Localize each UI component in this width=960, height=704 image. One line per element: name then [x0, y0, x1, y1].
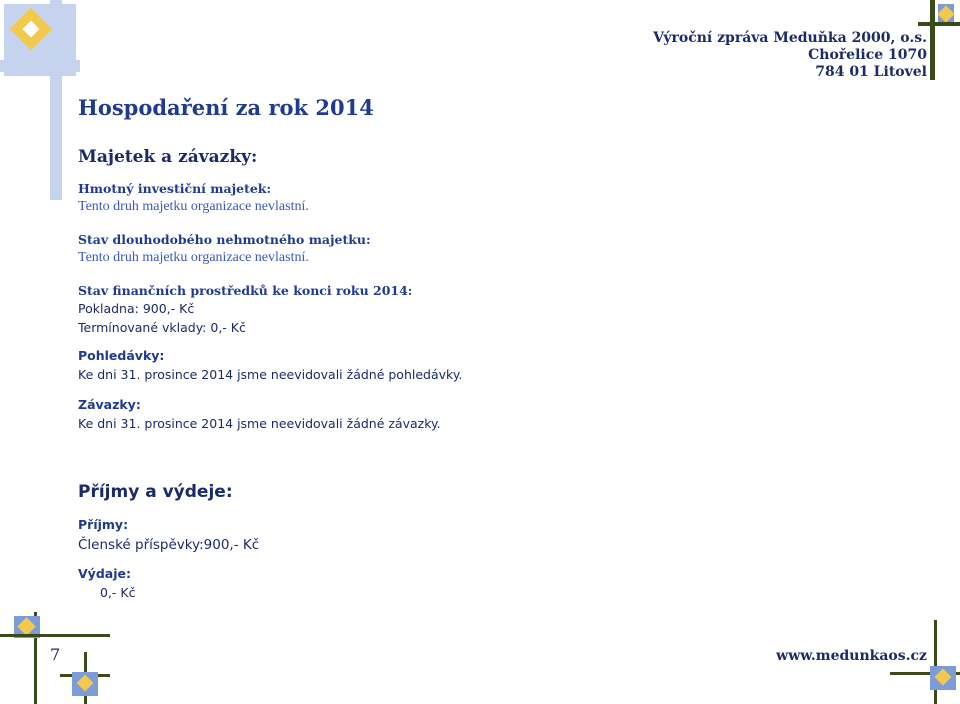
deposits-text: Termínované vklady: 0,- Kč	[78, 320, 246, 335]
expenses-text: 0,- Kč	[100, 585, 136, 600]
liabilities-label: Závazky:	[78, 397, 141, 412]
income-text: Členské příspěvky:900,- Kč	[78, 537, 260, 553]
receivables-text: Ke dni 31. prosince 2014 jsme neevidovali žádné pohledávky.	[78, 367, 463, 382]
tangible-assets-label: Hmotný investiční majetek:	[78, 181, 272, 196]
income-label: Příjmy:	[78, 517, 129, 532]
receivables-label: Pohledávky:	[78, 348, 165, 363]
intangible-assets-label: Stav dlouhodobého nehmotného majetku:	[78, 232, 371, 247]
assets-heading: Majetek a závazky:	[78, 147, 258, 167]
page-number: 7	[50, 645, 61, 664]
income-expenses-heading: Příjmy a výdeje:	[78, 482, 233, 502]
tangible-assets-text: Tento druh majetku organizace nevlastní.	[78, 199, 309, 214]
corner-decoration-top-left	[0, 0, 80, 200]
finance-label: Stav finančních prostředků ke konci roku 2014:	[78, 283, 413, 298]
expenses-label: Výdaje:	[78, 566, 131, 581]
liabilities-text: Ke dni 31. prosince 2014 jsme neevidovali žádné závazky.	[78, 416, 441, 431]
cash-text: Pokladna: 900,- Kč	[78, 301, 195, 316]
page-title: Hospodaření za rok 2014	[78, 95, 374, 120]
header-address-city: 784 01 Litovel	[815, 64, 927, 80]
intangible-assets-text: Tento druh majetku organizace nevlastní.	[78, 250, 309, 265]
website-link[interactable]: www.medunkaos.cz	[776, 648, 927, 664]
header-address-street: Chořelice 1070	[808, 47, 927, 63]
header-report-title: Výroční zpráva Meduňka 2000, o.s.	[653, 30, 927, 46]
